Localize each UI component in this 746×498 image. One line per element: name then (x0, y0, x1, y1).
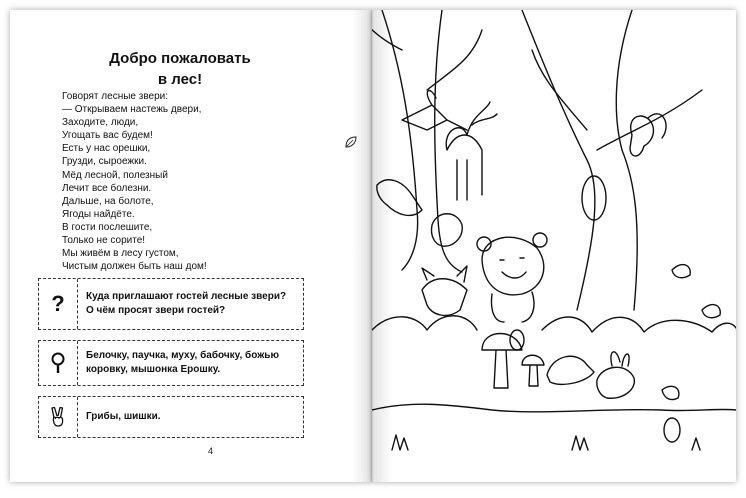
find-box (38, 340, 304, 386)
victory-hand-icon (49, 406, 67, 428)
magnifier-icon (49, 352, 67, 374)
mushroom-icon (482, 334, 522, 389)
left-page (10, 10, 372, 482)
forest-coloring-illustration (372, 10, 736, 482)
poem-line: — Открываем настежь двери, (62, 104, 202, 116)
poem-line: Только не сорите! (62, 235, 146, 247)
poem-line: Заходите, люди, (62, 117, 139, 129)
question-text (78, 284, 294, 324)
find-line-2: коровку, мышонка Ерошку. (86, 364, 221, 375)
title-line-1: Добро пожаловать (109, 50, 251, 67)
poem-line: Мы живём в лесу густом, (62, 248, 179, 260)
hedgehog-icon (547, 356, 594, 384)
count-text (78, 404, 169, 430)
question-mark-icon (39, 279, 78, 329)
poem-line: Угощать вас будем! (62, 130, 153, 142)
right-page (372, 10, 736, 482)
poem-line: Есть у нас орешки, (62, 143, 151, 155)
poem (62, 90, 312, 273)
find-line-1: Белочку, паучка, муху, бабочку, божью (86, 350, 279, 361)
find-icon-cell (39, 341, 78, 385)
title-line-2: в лес! (157, 71, 203, 88)
poem-line: Лечит все болезни. (62, 182, 152, 194)
raccoon-icon (431, 214, 462, 247)
count-box (38, 396, 304, 438)
fox-icon (422, 266, 467, 315)
poem-line: Мёд лесной, полезный (62, 169, 168, 181)
count-line-1: Грибы, шишки. (86, 411, 161, 422)
leaf-icon (344, 135, 358, 149)
right-tree-icon (522, 10, 637, 310)
count-icon-cell (39, 397, 78, 437)
poem-line: Дальше, на болоте, (62, 195, 154, 207)
find-text (78, 343, 287, 383)
leaf-icon (672, 265, 690, 278)
squirrel-icon (630, 114, 666, 156)
question-mark: ? (51, 291, 65, 316)
poem-line: Грузди, сыроежки. (62, 156, 147, 168)
poem-line: Ягоды найдёте. (62, 208, 135, 220)
left-tree-icon (382, 10, 462, 272)
page-number: 4 (208, 446, 214, 456)
deer-icon (446, 128, 482, 200)
poem-line: Говорят лесные звери: (62, 91, 169, 102)
poem-line: В гости послешите, (62, 221, 153, 233)
page-title (50, 48, 310, 90)
question-box (38, 278, 304, 330)
pinecone-icon (664, 418, 680, 442)
rabbit-icon (597, 352, 635, 398)
question-line-2: О чём просят звери гостей? (86, 305, 226, 316)
question-line-1: Куда приглашают гостей лесные звери? (86, 291, 287, 302)
poem-line: Чистым должен быть наш дом! (62, 261, 207, 273)
